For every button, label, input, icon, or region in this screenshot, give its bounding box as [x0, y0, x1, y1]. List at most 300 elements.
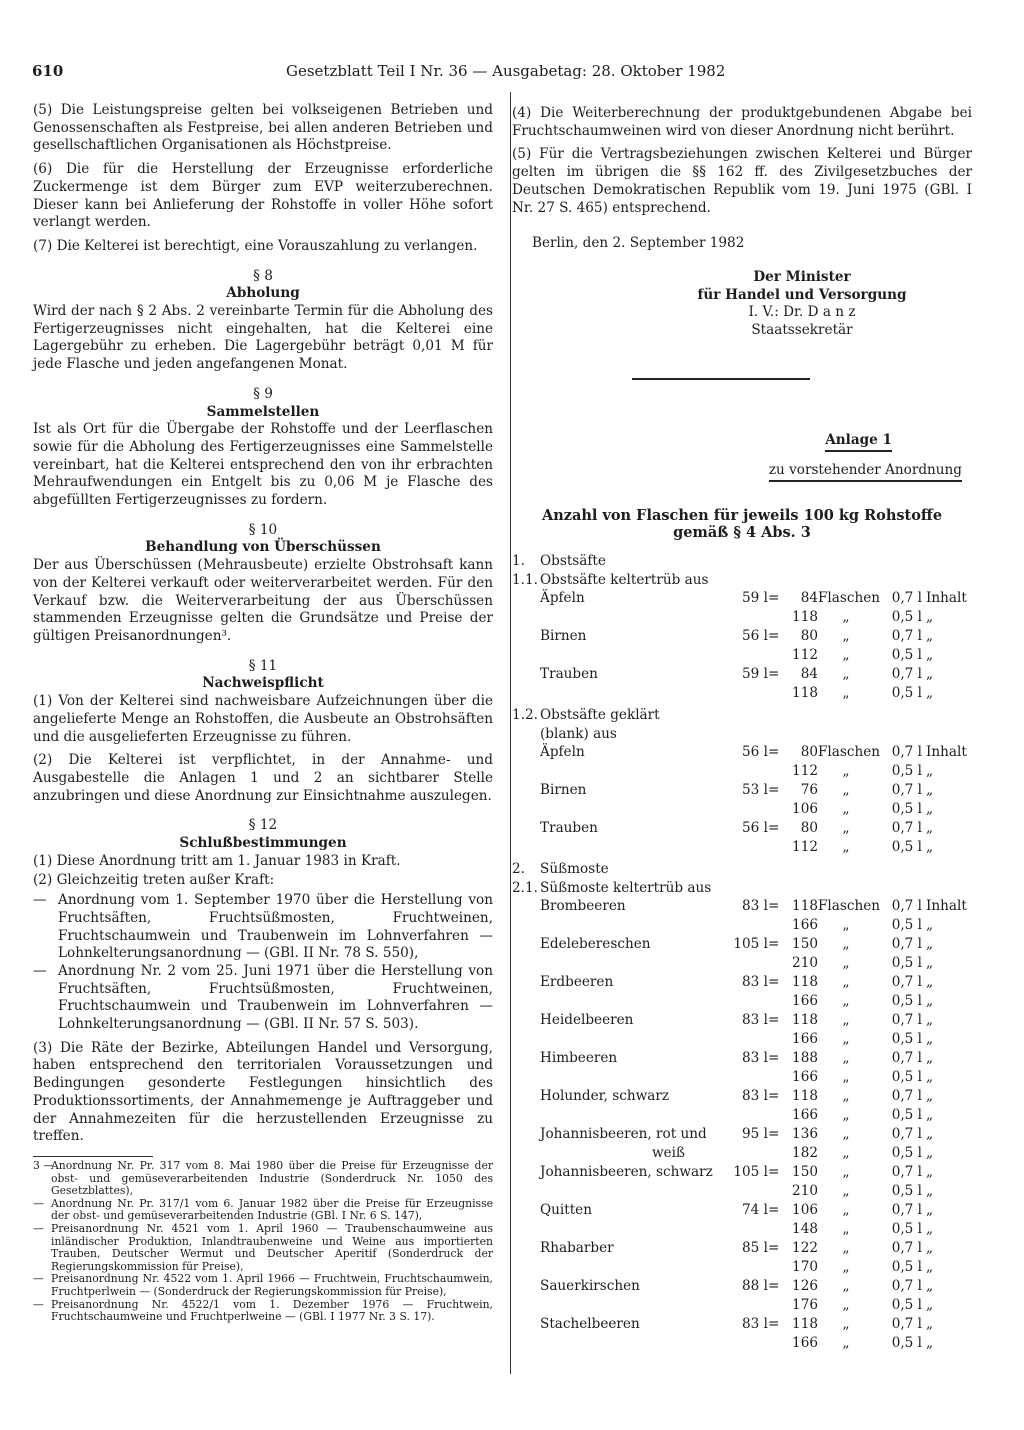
bottle-volume: 0,5 l: [891, 838, 922, 855]
bottle-unit: „: [842, 1182, 850, 1199]
section-8-number: § 8: [253, 267, 273, 284]
column-divider: [510, 92, 511, 1374]
content-label: Inhalt: [926, 744, 967, 761]
row-label-continued: weiß: [652, 1144, 686, 1161]
content-label: „: [926, 762, 934, 779]
table-entry: [512, 820, 972, 857]
bottle-count: 112: [792, 838, 818, 855]
raw-amount: 74 l: [742, 1202, 768, 1219]
signature-block: [672, 269, 932, 340]
section-9-text: Ist als Ort für die Übergabe der Rohstoffe und der Leerflaschen sowie für die Abholung des Fertigerzeugnisses eine Sammelstelle vereinbart, hat die Kelterei entsprechend den von ihr erbrachten Mehraufwendungen ein Entgelt bis zu 0,06 M je Flasche des abgefüllten Fertigerzeugnisses zu fordern.: [33, 421, 493, 509]
raw-amount: 59 l: [742, 590, 768, 607]
equals-sign: =: [768, 936, 780, 953]
bottle-volume: 0,7 l: [891, 666, 922, 683]
table-row: [512, 1335, 972, 1354]
raw-amount: 85 l: [742, 1240, 768, 1257]
table-row: [512, 685, 972, 704]
bottle-unit: „: [842, 762, 850, 779]
bottle-count: 166: [792, 1106, 818, 1123]
raw-amount: 105 l: [733, 1164, 768, 1181]
content-label: „: [926, 1258, 934, 1275]
paragraph-4: (4) Die Weiterberechnung der produktgebundenen Abgabe bei Fruchtschaumweinen wird von dieser Anordnung nicht berührt.: [512, 105, 972, 139]
row-label: Edelebereschen: [540, 936, 651, 953]
row-label: Johannisbeeren, rot und: [540, 1126, 707, 1143]
bottle-volume: 0,7 l: [891, 590, 922, 607]
raw-amount: 83 l: [742, 1050, 768, 1067]
heading-number: 2.: [512, 861, 525, 878]
bottle-unit: „: [842, 1202, 850, 1219]
section-8-text: Wird der nach § 2 Abs. 2 vereinbarte Termin für die Abholung des Fertigerzeugnisses nicht eingehalten, hat die Kelterei eine Lagergebühr zu erheben. Die Lagergebühr beträgt 0,01 M für jede Flasche und jeden angefangenen Monat.: [33, 303, 493, 373]
content-label: „: [926, 1088, 934, 1105]
equals-sign: =: [768, 1240, 780, 1257]
footnote-rule: [33, 1156, 153, 1157]
right-column: [512, 105, 972, 1354]
table-heading-row: [512, 707, 972, 726]
footnote-text: Preisanordnung Nr. 4522/1 vom 1. Dezember 1976 — Fruchtwein, Fruchtschaumweine und Fruchtperlweine — (GBl. I 1977 Nr. 3 S. 17).: [51, 1297, 493, 1324]
bottle-count: 136: [792, 1126, 818, 1143]
content-label: „: [926, 1220, 934, 1237]
bottle-count: 166: [792, 992, 818, 1009]
content-label: „: [926, 646, 934, 663]
bottle-volume: 0,5 l: [891, 684, 922, 701]
table-heading-row: [512, 861, 972, 880]
bottle-unit: „: [842, 974, 850, 991]
bottle-unit: „: [842, 1316, 850, 1333]
bottle-volume: 0,5 l: [891, 1182, 922, 1199]
table-row: [512, 1240, 972, 1259]
footnote-text: Anordnung Nr. Pr. 317/1 vom 6. Januar 1982 über die Preise für Erzeugnisse der obst- und gemüseverarbeitenden Industrie (GBl. I Nr. 6 S. 147),: [51, 1196, 493, 1223]
table-row: [512, 1088, 972, 1107]
table-entry: [512, 1202, 972, 1239]
bottle-volume: 0,5 l: [891, 646, 922, 663]
bottle-unit: „: [842, 1164, 850, 1181]
equals-sign: =: [768, 590, 780, 607]
section-12-title: Schlußbestimmungen: [179, 835, 347, 852]
equals-sign: =: [768, 1316, 780, 1333]
footnote-text: Anordnung Nr. Pr. 317 vom 8. Mai 1980 über die Preise für Erzeugnisse der obst- und gemüseverarbeitenden Industrie (Sonderdruck Nr. 1050 des Gesetzblattes),: [51, 1158, 493, 1198]
table-row: [512, 1164, 972, 1183]
content-label: Inhalt: [926, 898, 967, 915]
bottle-count: 210: [792, 1182, 818, 1199]
footnote-mark: —: [33, 1272, 44, 1286]
equals-sign: =: [768, 1088, 780, 1105]
bottle-count: 166: [792, 916, 818, 933]
bottle-count: 188: [792, 1050, 818, 1067]
content-label: „: [926, 1182, 934, 1199]
bottle-count: 118: [792, 974, 818, 991]
bottle-volume: 0,5 l: [891, 992, 922, 1009]
place-date: Berlin, den 2. September 1982: [532, 235, 745, 252]
bottle-count: 84: [800, 590, 818, 607]
table-row: [512, 1202, 972, 1221]
bottle-volume: 0,7 l: [891, 1164, 922, 1181]
table-entry: [512, 666, 972, 703]
bottle-count: 106: [792, 800, 818, 817]
content-label: „: [926, 1164, 934, 1181]
equals-sign: =: [768, 666, 780, 683]
repealed-order-1-text: Anordnung vom 1. September 1970 über die Herstellung von Fruchtsäften, Fruchtsüßmosten, Fruchtweinen, Fruchtschaumwein und Traubenwein im Lohnverfahren — Lohnkelterungsanordnung — (GBl. II Nr. 78 S. 550),: [58, 892, 493, 962]
bottle-volume: 0,7 l: [891, 820, 922, 837]
bottle-count: 166: [792, 1334, 818, 1351]
footnote-mark: —: [33, 1297, 44, 1311]
bottle-volume: 0,7 l: [891, 898, 922, 915]
bottle-unit: „: [842, 1144, 850, 1161]
heading-number: 1.: [512, 553, 525, 570]
raw-amount: 88 l: [742, 1278, 768, 1295]
heading-label: Obstsäfte keltertrüb aus: [540, 571, 709, 588]
bottle-volume: 0,5 l: [891, 954, 922, 971]
table-row: [512, 763, 972, 782]
bottle-count: 150: [792, 936, 818, 953]
bottle-count: 80: [800, 628, 818, 645]
table-row: [512, 666, 972, 685]
bottle-unit: „: [842, 666, 850, 683]
raw-amount: 83 l: [742, 974, 768, 991]
bottle-count: 176: [792, 1296, 818, 1313]
bottle-unit: „: [842, 936, 850, 953]
table-title: [512, 507, 972, 541]
signature-title: Der Minister: [753, 268, 851, 285]
table-row: [512, 1183, 972, 1202]
bottle-volume: 0,5 l: [891, 800, 922, 817]
paragraph-5-right: (5) Für die Vertragsbeziehungen zwischen Kelterei und Bürger gelten im übrigen die §§ 162 ff. des Zivilgesetzbuches der Deutschen Demokratischen Republik vom 19. Juni 1975 (GBl. I Nr. 27 S. 465) entsprechend.: [512, 146, 972, 216]
table-row: [512, 1126, 972, 1145]
equals-sign: =: [768, 744, 780, 761]
table-row: [512, 1297, 972, 1316]
bottle-unit: Flaschen: [818, 590, 881, 607]
heading-number: 1.2.: [512, 707, 538, 724]
annex-title: Anlage 1: [825, 432, 892, 453]
heading-label: Süßmoste keltertrüb aus: [540, 879, 712, 896]
table-row: [512, 936, 972, 955]
bottle-count: 210: [792, 954, 818, 971]
bottle-volume: 0,5 l: [891, 608, 922, 625]
equals-sign: =: [768, 1278, 780, 1295]
raw-amount: 53 l: [742, 782, 768, 799]
heading-label: Obstsäfte: [540, 553, 606, 570]
table-row: [512, 839, 972, 858]
bottle-volume: 0,7 l: [891, 628, 922, 645]
raw-amount: 83 l: [742, 1088, 768, 1105]
bottle-unit: „: [842, 1240, 850, 1257]
bottle-unit: „: [842, 1030, 850, 1047]
table-entry: [512, 1088, 972, 1125]
bottle-count: 112: [792, 762, 818, 779]
table-row: [512, 820, 972, 839]
dash-mark: —: [33, 892, 47, 909]
content-label: „: [926, 684, 934, 701]
table-title-line-1: Anzahl von Flaschen für jeweils 100 kg Rohstoffe: [541, 507, 943, 525]
table-row: [512, 1316, 972, 1335]
row-label: Birnen: [540, 782, 587, 799]
bottle-count: 122: [792, 1240, 818, 1257]
equals-sign: =: [768, 1126, 780, 1143]
raw-amount: 83 l: [742, 1012, 768, 1029]
bottle-count: 118: [792, 684, 818, 701]
table-row: [512, 628, 972, 647]
bottle-unit: „: [842, 820, 850, 837]
table-row: [512, 1278, 972, 1297]
table-entry: [512, 1050, 972, 1087]
bottle-volume: 0,5 l: [891, 1296, 922, 1313]
equals-sign: =: [768, 1050, 780, 1067]
bottle-unit: „: [842, 1258, 850, 1275]
content-label: „: [926, 1202, 934, 1219]
footnote: [33, 1273, 493, 1298]
bottle-count: 84: [800, 666, 818, 683]
equals-sign: =: [768, 820, 780, 837]
row-label: Holunder, schwarz: [540, 1088, 670, 1105]
table-row: [512, 1050, 972, 1069]
table-row: [512, 1259, 972, 1278]
signature-position: Staatssekretär: [751, 322, 853, 339]
row-label: Trauben: [540, 666, 598, 683]
bottle-unit: „: [842, 782, 850, 799]
table-heading-row: [512, 553, 972, 572]
content-label: „: [926, 608, 934, 625]
bottle-volume: 0,7 l: [891, 782, 922, 799]
bottle-volume: 0,7 l: [891, 1126, 922, 1143]
table-entry: [512, 744, 972, 781]
footnote-mark: 3 —: [33, 1158, 55, 1172]
bottle-volume: 0,5 l: [891, 1106, 922, 1123]
bottle-unit: „: [842, 628, 850, 645]
bottle-count: 118: [792, 1316, 818, 1333]
content-label: „: [926, 974, 934, 991]
table-heading-row: [512, 726, 972, 745]
bottle-count: 118: [792, 608, 818, 625]
content-label: Inhalt: [926, 590, 967, 607]
table-entry: [512, 782, 972, 819]
row-label: Himbeeren: [540, 1050, 618, 1067]
raw-amount: 56 l: [742, 628, 768, 645]
footnote-mark: —: [33, 1196, 44, 1210]
section-8-title: Abholung: [226, 285, 300, 302]
content-label: „: [926, 1240, 934, 1257]
bottle-volume: 0,5 l: [891, 1030, 922, 1047]
content-label: „: [926, 666, 934, 683]
bottle-volume: 0,5 l: [891, 1068, 922, 1085]
footnote: [33, 1299, 493, 1324]
footnote: [33, 1160, 493, 1198]
bottle-count: 126: [792, 1278, 818, 1295]
repealed-order-1: [33, 892, 493, 963]
table-entry: [512, 1278, 972, 1315]
section-11-title: Nachweispflicht: [202, 675, 324, 692]
bottle-volume: 0,5 l: [891, 762, 922, 779]
bottle-unit: „: [842, 608, 850, 625]
heading-label: Süßmoste: [540, 861, 609, 878]
table-entry: [512, 974, 972, 1011]
table-entry: [512, 1316, 972, 1353]
table-row: [512, 1107, 972, 1126]
bottle-unit: „: [842, 684, 850, 701]
content-label: „: [926, 1106, 934, 1123]
raw-amount: 95 l: [742, 1126, 768, 1143]
equals-sign: =: [768, 1164, 780, 1181]
raw-amount: 56 l: [742, 820, 768, 837]
section-12-number: § 12: [248, 817, 278, 834]
table-row: [512, 974, 972, 993]
bottle-unit: „: [842, 1088, 850, 1105]
running-head: Gesetzblatt Teil I Nr. 36 — Ausgabetag: 28. Oktober 1982: [286, 62, 726, 80]
bottle-unit: „: [842, 1106, 850, 1123]
bottle-unit: „: [842, 916, 850, 933]
footnotes: [33, 1160, 493, 1324]
table-entry: [512, 1164, 972, 1201]
bottle-count: 80: [800, 820, 818, 837]
section-12-paragraph-1: (1) Diese Anordnung tritt am 1. Januar 1983 in Kraft.: [33, 852, 401, 869]
bottle-count: 112: [792, 646, 818, 663]
content-label: „: [926, 992, 934, 1009]
bottle-volume: 0,7 l: [891, 1278, 922, 1295]
raw-amount: 83 l: [742, 898, 768, 915]
bottle-count: 80: [800, 744, 818, 761]
table-row: [512, 801, 972, 820]
bottle-unit: „: [842, 646, 850, 663]
heading-label: Obstsäfte geklärt: [540, 707, 660, 724]
bottle-unit: Flaschen: [818, 898, 881, 915]
content-label: „: [926, 1030, 934, 1047]
bottle-volume: 0,7 l: [891, 1240, 922, 1257]
table-row: [512, 1145, 972, 1164]
content-label: „: [926, 1316, 934, 1333]
bottle-count: 118: [792, 1012, 818, 1029]
content-label: „: [926, 782, 934, 799]
equals-sign: =: [768, 974, 780, 991]
table-row: [512, 782, 972, 801]
bottle-unit: „: [842, 1126, 850, 1143]
bottle-volume: 0,5 l: [891, 1334, 922, 1351]
bottle-volume: 0,5 l: [891, 1144, 922, 1161]
signature-ministry: für Handel und Versorgung: [697, 286, 907, 303]
row-label: Birnen: [540, 628, 587, 645]
bottle-table: [512, 553, 972, 1353]
table-entry: [512, 1240, 972, 1277]
section-11-number: § 11: [248, 657, 278, 674]
row-label: Stachelbeeren: [540, 1316, 640, 1333]
section-10-title: Behandlung von Überschüssen: [145, 539, 381, 556]
bottle-volume: 0,7 l: [891, 1202, 922, 1219]
separator-rule: [632, 378, 810, 380]
equals-sign: =: [768, 782, 780, 799]
bottle-count: 166: [792, 1068, 818, 1085]
table-row: [512, 647, 972, 666]
table-row: [512, 955, 972, 974]
table-entry: [512, 898, 972, 935]
footnote-mark: —: [33, 1221, 44, 1235]
table-row: [512, 898, 972, 917]
row-label: Johannisbeeren, schwarz: [540, 1164, 713, 1181]
raw-amount: 56 l: [742, 744, 768, 761]
bottle-unit: „: [842, 1068, 850, 1085]
content-label: „: [926, 1126, 934, 1143]
content-label: „: [926, 1050, 934, 1067]
content-label: „: [926, 1144, 934, 1161]
content-label: „: [926, 1334, 934, 1351]
bottle-volume: 0,5 l: [891, 1220, 922, 1237]
section-10-text: Der aus Überschüssen (Mehrausbeute) erzielte Obstrohsaft kann von der Kelterei verkauft oder weiterverarbeitet werden. Für den Verkauf bzw. die Weiterverarbeitung der aus Überschüssen stammenden Erzeugnisse gelten die Grundsätze und Preise der gültigen Preisanordnungen³.: [33, 557, 493, 644]
table-row: [512, 1069, 972, 1088]
bottle-count: 150: [792, 1164, 818, 1181]
annex-subtitle: zu vorstehender Anordnung: [769, 462, 962, 482]
bottle-unit: „: [842, 954, 850, 971]
bottle-volume: 0,7 l: [891, 974, 922, 991]
content-label: „: [926, 628, 934, 645]
row-label: Äpfeln: [540, 744, 585, 761]
bottle-unit: „: [842, 1278, 850, 1295]
heading-label: (blank) aus: [540, 725, 617, 742]
paragraph-5: (5) Die Leistungspreise gelten bei volkseigenen Betrieben und Genossenschaften als Festpreise, bei allen anderen Betrieben und gesellschaftlichen Organisationen als Höchstpreise.: [33, 102, 493, 154]
heading-number: 1.1.: [512, 571, 538, 588]
paragraph-7: (7) Die Kelterei ist berechtigt, eine Vorauszahlung zu verlangen.: [33, 237, 478, 254]
footnote: [33, 1198, 493, 1223]
section-10-number: § 10: [248, 521, 278, 538]
table-row: [512, 1221, 972, 1240]
row-label: Sauerkirschen: [540, 1278, 640, 1295]
section-9-number: § 9: [253, 385, 273, 402]
footnote-text: Preisanordnung Nr. 4521 vom 1. April 1960 — Traubenschaumweine aus inländischer Produktion, Inlandtraubenweine und Weine aus importierten Trauben, Deutscher Wermut und Deutscher Aperitif (Sonderdruck der Regierungskommission für Preise),: [51, 1221, 493, 1273]
page-number: 610: [32, 62, 64, 80]
section-11-paragraph-2: (2) Die Kelterei ist verpflichtet, in der Annahme- und Ausgabestelle die Anlagen 1 und 2 an sichtbarer Stelle anzubringen und diese Anordnung zur Einsichtnahme auszulegen.: [33, 752, 493, 804]
section-9-title: Sammelstellen: [206, 403, 320, 420]
content-label: „: [926, 916, 934, 933]
bottle-unit: „: [842, 1334, 850, 1351]
row-label: Quitten: [540, 1202, 592, 1219]
section-11-paragraph-1: (1) Von der Kelterei sind nachweisbare Aufzeichnungen über die angelieferte Menge an Rohstoffen, die Ausbeute an Obstrohsäften und die ausgelieferten Erzeugnisse zu führen.: [33, 693, 493, 745]
row-label: Erdbeeren: [540, 974, 614, 991]
section-12-paragraph-3: (3) Die Räte der Bezirke, Abteilungen Handel und Versorgung, haben entsprechend den territorialen Voraussetzungen und Bedingungen gesonderte Festlegungen hinsichtlich des Produktionssortiments, der Annahmemenge je Auftraggeber und der Annahmezeiten für die herzustellenden Erzeugnisse zu treffen.: [33, 1039, 493, 1145]
bottle-unit: „: [842, 800, 850, 817]
bottle-count: 106: [792, 1202, 818, 1219]
bottle-unit: „: [842, 1012, 850, 1029]
row-label: Brombeeren: [540, 898, 626, 915]
content-label: „: [926, 800, 934, 817]
equals-sign: =: [768, 1202, 780, 1219]
footnote: [33, 1223, 493, 1273]
heading-number: 2.1.: [512, 879, 538, 896]
signature-name: I. V.: Dr. D a n z: [748, 304, 856, 321]
table-entry: [512, 1126, 972, 1163]
table-entry: [512, 1012, 972, 1049]
table-entry: [512, 628, 972, 665]
bottle-count: 182: [792, 1144, 818, 1161]
table-heading-row: [512, 880, 972, 899]
content-label: „: [926, 820, 934, 837]
equals-sign: =: [768, 1012, 780, 1029]
table-row: [512, 1031, 972, 1050]
row-label: Trauben: [540, 820, 598, 837]
bottle-volume: 0,7 l: [891, 744, 922, 761]
section-12-paragraph-2: (2) Gleichzeitig treten außer Kraft:: [33, 872, 275, 889]
bottle-unit: „: [842, 1296, 850, 1313]
table-row: [512, 590, 972, 609]
bottle-count: 148: [792, 1220, 818, 1237]
bottle-volume: 0,7 l: [891, 1012, 922, 1029]
bottle-unit: „: [842, 1050, 850, 1067]
equals-sign: =: [768, 628, 780, 645]
content-label: „: [926, 1296, 934, 1313]
bottle-volume: 0,7 l: [891, 1316, 922, 1333]
table-row: [512, 609, 972, 628]
table-entry: [512, 936, 972, 973]
repealed-order-2: [33, 963, 493, 1034]
raw-amount: 59 l: [742, 666, 768, 683]
content-label: „: [926, 936, 934, 953]
repealed-order-2-text: Anordnung Nr. 2 vom 25. Juni 1971 über die Herstellung von Fruchtsäften, Fruchtsüßmosten, Fruchtweinen, Fruchtschaumwein und Traubenwein im Lohnverfahren — Lohnkelterungsanordnung — (GBl. II Nr. 57 S. 503).: [58, 962, 493, 1033]
row-label: Äpfeln: [540, 590, 585, 607]
table-entry: [512, 590, 972, 627]
